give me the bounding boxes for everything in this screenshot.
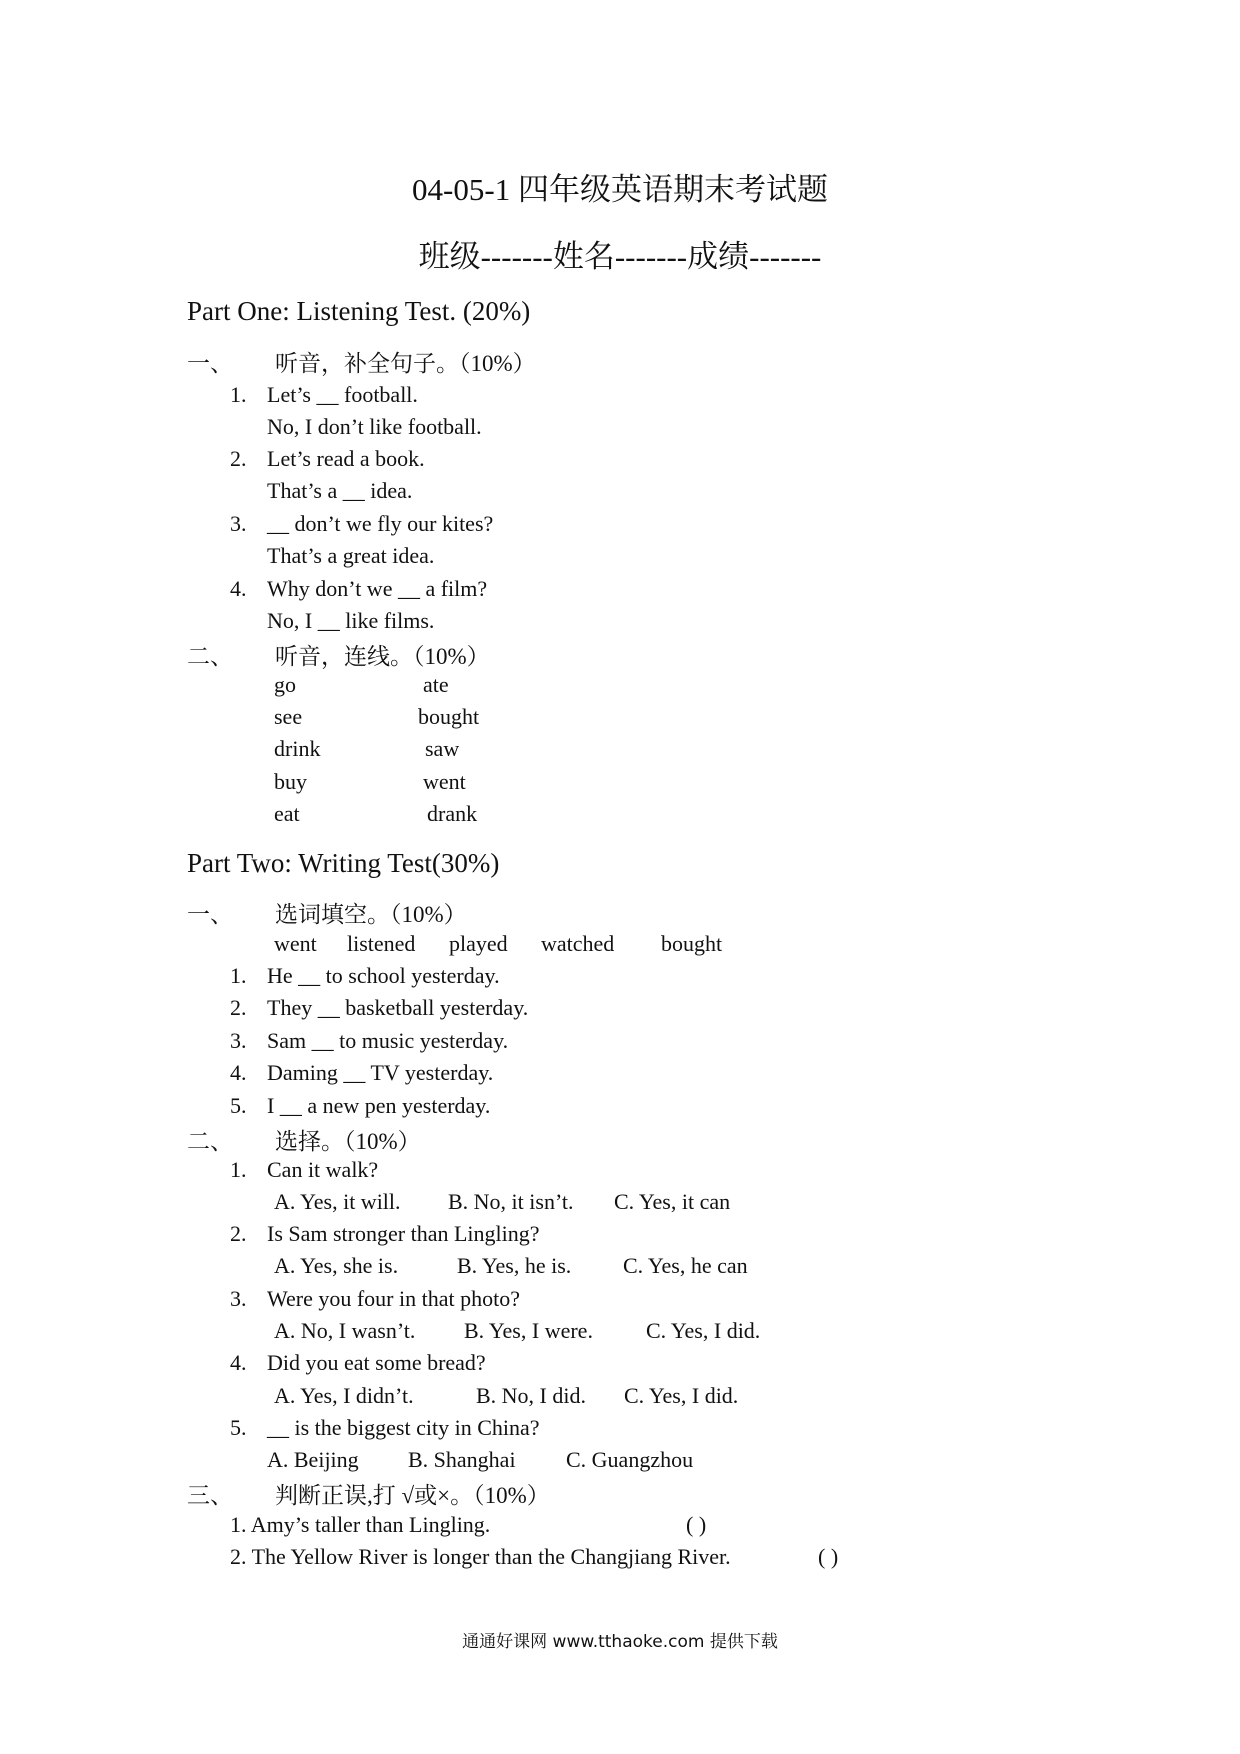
answer-blank: ( ) <box>818 1544 839 1569</box>
match-left-word: drink <box>274 736 321 761</box>
question-number: 3. <box>230 1028 247 1053</box>
option-a: A. Yes, I didn’t. <box>274 1383 414 1408</box>
part2-section3-heading <box>187 1477 550 1510</box>
section-label: 判断正误,打 √或×。（10%） <box>275 1483 550 1508</box>
option-b: B. Shanghai <box>408 1447 516 1472</box>
word-bank-item: watched <box>541 931 615 956</box>
section-label: 选词填空。（10%） <box>275 902 467 927</box>
question-number: 4. <box>230 1060 247 1085</box>
question-text: I __ a new pen yesterday. <box>267 1093 491 1118</box>
question-row <box>230 1157 378 1183</box>
question-number: 1. <box>230 1157 247 1182</box>
match-left-word: see <box>274 704 303 729</box>
match-right-word: saw <box>425 736 460 761</box>
match-right-word: bought <box>418 704 480 729</box>
match-left-word: go <box>274 672 296 697</box>
question-text: Let’s read a book. <box>267 446 425 471</box>
option-c: C. Yes, he can <box>623 1253 748 1278</box>
question-number: 3. <box>230 511 247 536</box>
answer-row: No, I don’t like football. <box>267 414 482 439</box>
part1-section2-heading <box>187 638 490 671</box>
question-number: 1. <box>230 382 247 407</box>
section-number: 二、 <box>187 1129 233 1154</box>
option-c: C. Guangzhou <box>566 1447 694 1472</box>
option-a: A. No, I wasn’t. <box>274 1318 416 1343</box>
question-text: He __ to school yesterday. <box>267 963 500 988</box>
question-row <box>230 576 487 602</box>
option-a: A. Beijing <box>267 1447 359 1472</box>
option-c: C. Yes, it can <box>614 1189 731 1214</box>
question-text: Is Sam stronger than Lingling? <box>267 1221 540 1246</box>
answer-row: That’s a great idea. <box>267 543 435 568</box>
part1-section1-heading <box>187 345 536 378</box>
answer-row: That’s a __ idea. <box>267 478 413 503</box>
question-number: 5. <box>230 1093 247 1118</box>
answer-blank: ( ) <box>686 1512 707 1537</box>
question-row <box>230 1221 540 1247</box>
true-false-item: 2. The Yellow River is longer than the Changjiang River. <box>230 1544 731 1569</box>
question-text: Let’s __ football. <box>267 382 418 407</box>
question-text: They __ basketball yesterday. <box>267 995 529 1020</box>
question-row <box>230 995 528 1021</box>
part-one-heading: Part One: Listening Test. (20%) <box>187 296 531 326</box>
option-b: B. No, it isn’t. <box>448 1189 574 1214</box>
match-right-word: drank <box>427 801 478 826</box>
option-c: C. Yes, I did. <box>624 1383 739 1408</box>
footer-credit: 通通好课网 www.tthaoke.com 提供下载 <box>462 1632 778 1652</box>
question-row <box>230 382 418 408</box>
question-row <box>230 446 425 472</box>
question-text: Why don’t we __ a film? <box>267 576 488 601</box>
part-two-heading: Part Two: Writing Test(30%) <box>187 848 500 878</box>
question-row <box>230 1093 490 1119</box>
true-false-item: 1. Amy’s taller than Lingling. <box>230 1512 491 1537</box>
student-info-line: 班级-------姓名-------成绩------- <box>418 239 822 274</box>
question-text: Were you four in that photo? <box>267 1286 520 1311</box>
word-bank-item: listened <box>347 931 416 956</box>
option-a: A. Yes, she is. <box>274 1253 399 1278</box>
match-right-word: ate <box>423 672 449 697</box>
question-number: 4. <box>230 576 247 601</box>
question-number: 5. <box>230 1415 247 1440</box>
question-number: 2. <box>230 1221 247 1246</box>
section-label: 选择。（10%） <box>275 1129 421 1154</box>
question-number: 2. <box>230 995 247 1020</box>
question-row <box>230 963 500 989</box>
question-row <box>230 1415 540 1441</box>
option-b: B. Yes, he is. <box>457 1253 572 1278</box>
exam-title: 04-05-1 四年级英语期末考试题 <box>412 172 828 207</box>
question-row <box>230 1350 486 1376</box>
option-c: C. Yes, I did. <box>646 1318 761 1343</box>
match-left-word: eat <box>274 801 300 826</box>
part2-section1-heading <box>187 896 467 929</box>
part2-section2-heading <box>187 1123 421 1156</box>
question-text: Daming __ TV yesterday. <box>267 1060 494 1085</box>
answer-row: No, I __ like films. <box>267 608 435 633</box>
match-right-word: went <box>423 769 466 794</box>
question-row <box>230 1060 493 1086</box>
option-a: A. Yes, it will. <box>274 1189 401 1214</box>
question-row <box>230 1028 508 1054</box>
section-number: 三、 <box>187 1483 233 1508</box>
word-bank-item: bought <box>661 931 723 956</box>
question-number: 1. <box>230 963 247 988</box>
question-text: __ is the biggest city in China? <box>267 1415 540 1440</box>
question-number: 2. <box>230 446 247 471</box>
word-bank-item: went <box>274 931 317 956</box>
question-text: Did you eat some bread? <box>267 1350 486 1375</box>
option-b: B. Yes, I were. <box>464 1318 593 1343</box>
question-row <box>230 1286 520 1312</box>
option-b: B. No, I did. <box>476 1383 586 1408</box>
question-text: Sam __ to music yesterday. <box>267 1028 509 1053</box>
match-left-word: buy <box>274 769 307 794</box>
section-label: 听音，连线。（10%） <box>275 644 490 669</box>
question-row <box>230 511 493 537</box>
question-number: 4. <box>230 1350 247 1375</box>
question-text: Can it walk? <box>267 1157 379 1182</box>
section-number: 一、 <box>187 902 233 927</box>
section-number: 一、 <box>187 351 233 376</box>
question-number: 3. <box>230 1286 247 1311</box>
section-label: 听音，补全句子。（10%） <box>275 351 536 376</box>
section-number: 二、 <box>187 644 233 669</box>
question-text: __ don’t we fly our kites? <box>267 511 494 536</box>
word-bank-item: played <box>449 931 508 956</box>
